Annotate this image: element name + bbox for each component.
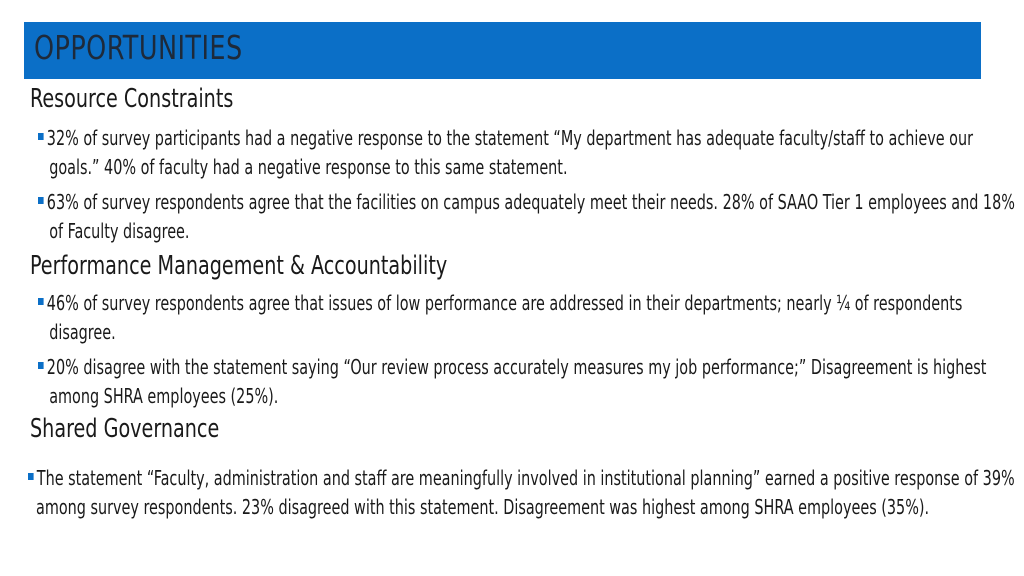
- bullet-item: [38, 289, 1013, 347]
- section-heading-shared-governance: Shared Governance: [30, 414, 220, 444]
- bullet-square-icon: [38, 133, 44, 140]
- bullet-square-icon: [38, 298, 44, 305]
- slide-title: OPPORTUNITIES: [34, 28, 243, 67]
- bullet-text: 32% of survey participants had a negative response to the statement “My department has adequate faculty/staff to achieve our goals.” 40% of faculty had a negative response to this same statement.: [46, 126, 974, 179]
- bullet-square-icon: [38, 362, 44, 369]
- bullet-text: 46% of survey respondents agree that issues of low performance are addressed in their departments; nearly ¼ of respondents disagree.: [46, 291, 963, 344]
- bullet-item: [38, 124, 1013, 182]
- bullet-item: [28, 464, 1024, 522]
- section-heading-performance-management: Performance Management & Accountability: [30, 251, 448, 281]
- bullet-text: The statement “Faculty, administration and staff are meaningfully involved in institutional planning” earned a positive response of 39% among survey respondents. 23% disagreed with this statement. Disagreement was highest among SHRA employees (35%).: [36, 466, 1015, 519]
- bullet-item: [38, 353, 1013, 411]
- title-bar: [24, 22, 981, 79]
- bullet-text: 63% of survey respondents agree that the facilities on campus adequately meet their needs. 28% of SAAO Tier 1 employees and 18% of Faculty disagree.: [46, 190, 1015, 243]
- bullet-item: [38, 188, 1024, 246]
- bullet-text: 20% disagree with the statement saying “Our review process accurately measures my job performance;” Disagreement is highest among SHRA employees (25%).: [46, 355, 987, 408]
- section-heading-resource-constraints: Resource Constraints: [30, 84, 234, 114]
- bullet-square-icon: [38, 197, 44, 204]
- bullet-square-icon: [28, 473, 34, 480]
